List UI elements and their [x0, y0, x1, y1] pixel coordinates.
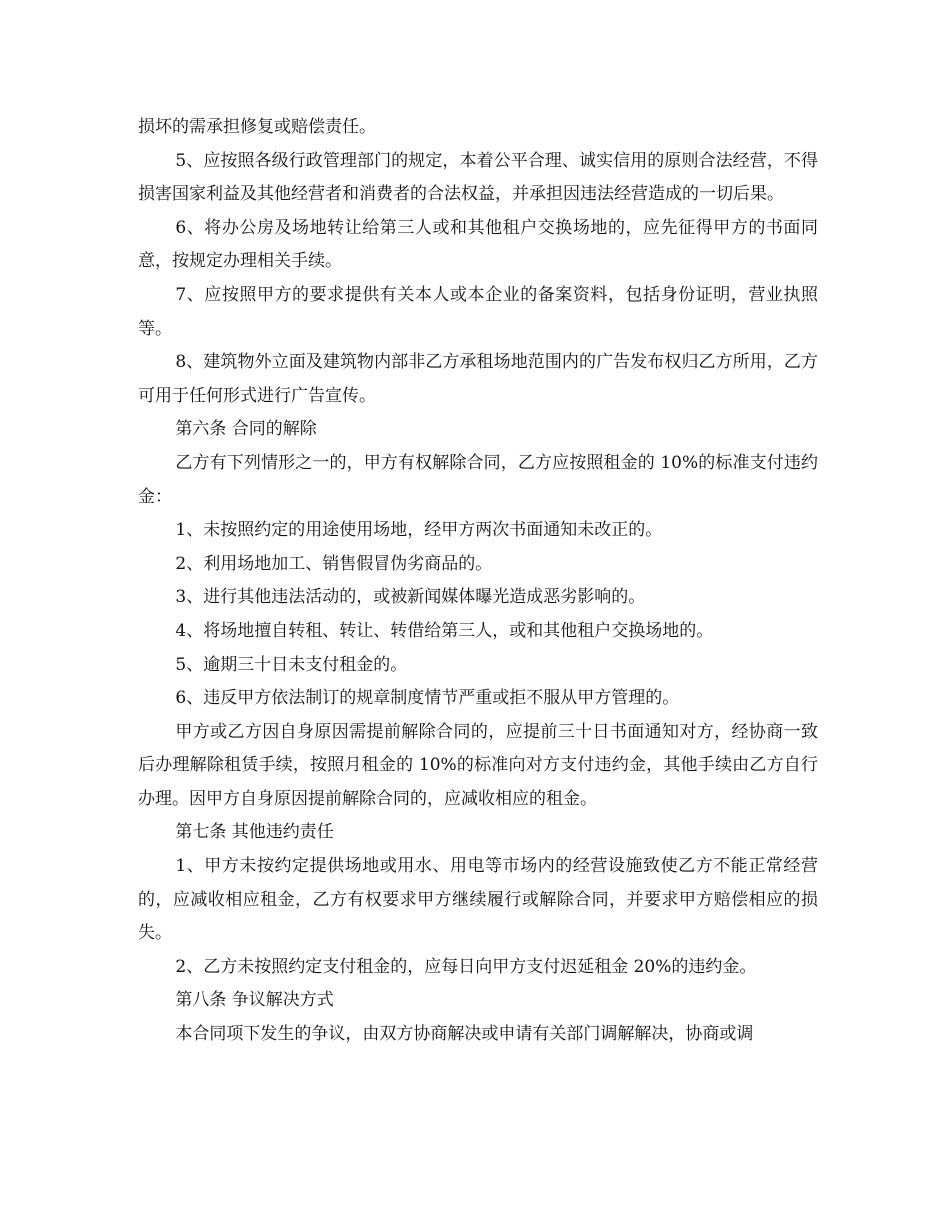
paragraph-10: 3、进行其他违法活动的，或被新闻媒体曝光造成恶劣影响的。 — [175, 587, 646, 608]
section-heading-7: 第七条 其他违约责任 — [175, 822, 334, 843]
paragraph-3: 6、将办公房及场地转让给第三人或和其他租户交换场地的，应先征得甲方的书面同意，按规定办理相关手续。 — [138, 217, 818, 272]
section-heading-8: 第八条 争议解决方式 — [175, 990, 334, 1011]
document-body — [138, 111, 818, 1052]
paragraph-12: 5、逾期三十日未支付租金的。 — [175, 654, 408, 675]
paragraph-11: 4、将场地擅自转租、转让、转借给第三人，或和其他租户交换场地的。 — [175, 620, 714, 641]
paragraph-19: 本合同项下发生的争议，由双方协商解决或申请有关部门调解解决，协商或调 — [175, 1024, 754, 1045]
section-heading-6: 第六条 合同的解除 — [175, 419, 317, 440]
paragraph-7: 乙方有下列情形之一的，甲方有权解除合同，乙方应按照租金的 10%的标准支付违约金： — [138, 452, 818, 507]
paragraph-17: 2、乙方未按照约定支付租金的，应每日向甲方支付迟延租金 20%的违约金。 — [175, 956, 757, 977]
paragraph-9: 2、利用场地加工、销售假冒伪劣商品的。 — [175, 553, 493, 574]
paragraph-1: 损坏的需承担修复或赔偿责任。 — [138, 117, 376, 137]
paragraph-4: 7、应按照甲方的要求提供有关本人或本企业的备案资料，包括身份证明，营业执照等。 — [138, 284, 818, 339]
paragraph-5: 8、建筑物外立面及建筑物内部非乙方承租场地范围内的广告发布权归乙方所用，乙方可用于任何形式进行广告宣传。 — [138, 352, 818, 406]
paragraph-14: 甲方或乙方因自身原因需提前解除合同的，应提前三十日书面通知对方，经协商一致后办理解除租赁手续，按照月租金的 10%的标准向对方支付违约金，其他手续由乙方自行办理。因甲方自身原因提前解除合同的，应减收相应的租金。 — [138, 721, 818, 809]
paragraph-2: 5、应按照各级行政管理部门的规定，本着公平合理、诚实信用的原则合法经营，不得损害国家利益及其他经营者和消费者的合法权益，并承担因违法经营造成的一切后果。 — [138, 150, 818, 205]
paragraph-8: 1、未按照约定的用途使用场地，经甲方两次书面通知未改正的。 — [175, 520, 663, 541]
paragraph-16: 1、甲方未按约定提供场地或用水、用电等市场内的经营设施致使乙方不能正常经营的，应减收相应租金，乙方有权要求甲方继续履行或解除合同，并要求甲方赔偿相应的损失。 — [138, 856, 818, 944]
paragraph-13: 6、违反甲方依法制订的规章制度情节严重或拒不服从甲方管理的。 — [175, 688, 680, 709]
